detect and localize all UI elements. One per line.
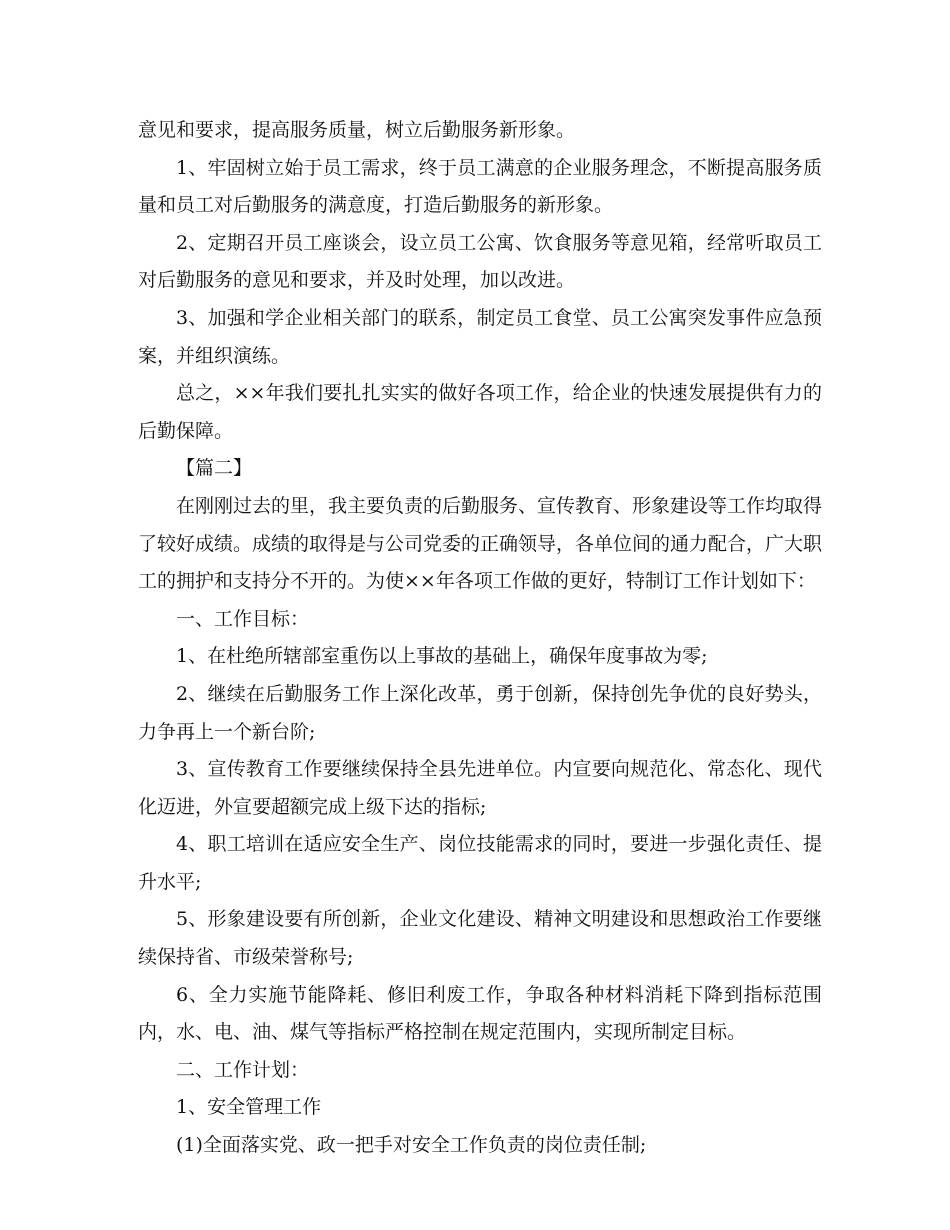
plan-item-1: 1、安全管理工作 [176, 1096, 322, 1119]
paragraph-2: 1、牢固树立始于员工需求，终于员工满意的企业服务理念，不断提高服务质量和员工对后勤服务的满意度，打造后勤服务的新形象。 [138, 156, 822, 217]
plan-subitem-1: (1)全面落实党、政一把手对安全工作负责的岗位责任制; [176, 1134, 647, 1157]
section-heading-part-two: 【篇二】 [176, 457, 253, 480]
heading-work-plan: 二、工作计划： [176, 1058, 310, 1081]
paragraph-3: 2、定期召开员工座谈会，设立员工公寓、饮食服务等意见箱，经常听取员工对后勤服务的意见和要求，并及时处理，加以改进。 [138, 231, 822, 292]
paragraph-4: 3、加强和学企业相关部门的联系，制定员工食堂、员工公寓突发事件应急预案，并组织演练。 [138, 306, 822, 367]
goal-item-1: 1、在杜绝所辖部室重伤以上事故的基础上，确保年度事故为零; [176, 645, 708, 668]
document-body [138, 112, 822, 1165]
paragraph-1: 意见和要求，提高服务质量，树立后勤服务新形象。 [138, 119, 576, 141]
goal-item-3: 3、宣传教育工作要继续保持全县先进单位。内宣要向规范化、常态化、现代化迈进，外宣要超额完成上级下达的指标; [138, 758, 822, 818]
goal-item-5: 5、形象建设要有所创新，企业文化建设、精神文明建设和思想政治工作要继续保持省、市级荣誉称号; [138, 908, 822, 969]
paragraph-7: 在刚刚过去的里，我主要负责的后勤服务、宣传教育、形象建设等工作均取得了较好成绩。成绩的取得是与公司党委的正确领导，各单位间的通力配合，广大职工的拥护和支持分不开的。为使××年各项工作做的更好，特制订工作计划如下： [138, 494, 823, 593]
goal-item-2: 2、继续在后勤服务工作上深化改革，勇于创新，保持创先争优的良好势头，力争再上一个新台阶; [138, 682, 822, 743]
goal-item-6: 6、全力实施节能降耗、修旧利废工作，争取各种材料消耗下降到指标范围内，水、电、油、煤气等指标严格控制在规定范围内，实现所制定目标。 [138, 983, 822, 1044]
goal-item-4: 4、职工培训在适应安全生产、岗位技能需求的同时，要进一步强化责任、提升水平; [138, 833, 822, 893]
heading-work-goals: 一、工作目标： [176, 607, 310, 630]
paragraph-5: 总之，××年我们要扎扎实实的做好各项工作，给企业的快速发展提供有力的后勤保障。 [138, 382, 822, 442]
